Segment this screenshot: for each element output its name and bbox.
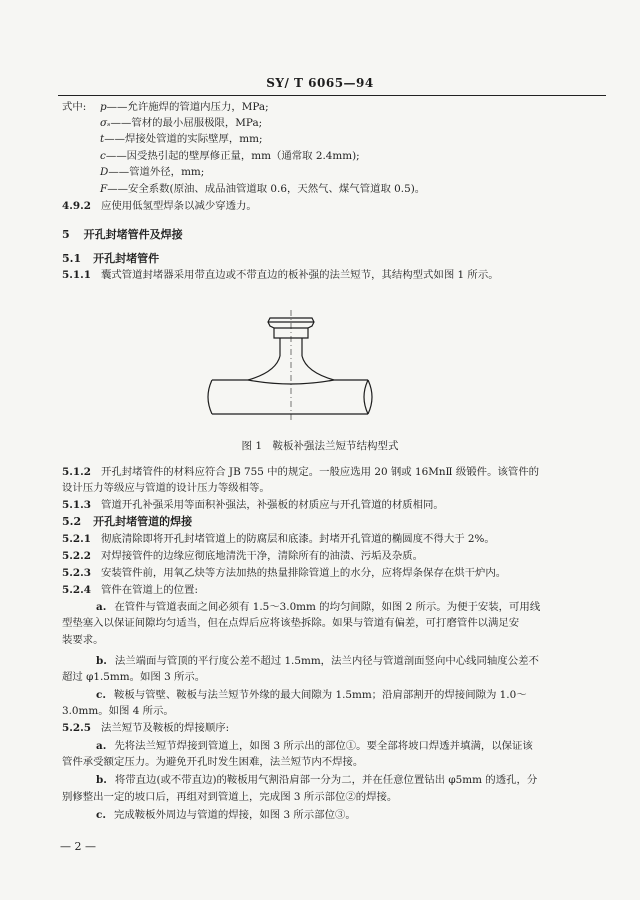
clause-5-2-5 (62, 721, 622, 735)
where-symbol: p (100, 101, 107, 113)
clause-text: 安装管件前，用氧乙炔等方法加热的热量排除管道上的水分，应将焊条保存在烘干炉内。 (100, 567, 507, 579)
clause-5-1-2-line-1 (62, 465, 622, 479)
pipe-end-left (208, 380, 212, 414)
where-desc: ——焊接处管道的实际壁厚，mm; (104, 133, 263, 145)
clause-5-2-4-b-line-2: 超过 φ1.5mm。如图 3 所示。 (62, 671, 206, 683)
where-desc: ——因受热引起的壁厚修正量，mm（通常取 2.4mm); (105, 150, 360, 162)
clause-5-2-4-a-line-1 (62, 600, 622, 614)
page-header: SY/ T 6065—94 (266, 76, 374, 90)
item-text: 在管件与管道表面之间必须有 1.5～3.0mm 的均匀间隙，如图 2 所示。为便于安装，可用线 (114, 601, 541, 613)
clause-number: 4.9.2 (62, 200, 91, 212)
clause-number: 5.2.3 (62, 567, 91, 579)
figure-1-caption: 图 1 鞍板补强法兰短节结构型式 (241, 440, 399, 452)
figure-1-flange-drawing (196, 306, 386, 426)
where-symbol: t (100, 133, 105, 145)
where-symbol: F (100, 183, 108, 195)
clause-number: 5.2.1 (62, 533, 91, 545)
where-desc: ——管材的最小屈服极限，MPa; (110, 117, 263, 129)
section-5-2-heading (62, 515, 622, 529)
where-line-t (100, 132, 640, 146)
saddle-right (302, 356, 334, 380)
clause-5-2-5-b-line-2: 别修整出一定的坡口后，再组对到管道上，完成图 3 所示部位②的焊接。 (62, 791, 398, 803)
item-text: 将带直边(或不带直边)的鞍板用气割沿肩部一分为二，并在任意位置钻出 φ5mm 的透孔，分 (114, 774, 538, 786)
where-line-D (100, 165, 640, 179)
section-5-1-heading (62, 252, 622, 266)
section-title: 开孔封堵管道的焊接 (93, 515, 193, 528)
clause-number: 5.1.3 (62, 499, 91, 511)
clause-5-2-4-a-line-3: 装要求。 (62, 634, 104, 646)
clause-5-2-1 (62, 532, 622, 546)
item-marker: b. (96, 655, 107, 667)
clause-text: 彻底清除即将开孔封堵管道上的防腐层和底漆。封堵开孔管道的椭圆度不得大于 2%。 (100, 533, 495, 545)
item-text: 鞍板与管壁、鞍板与法兰短节外缘的最大间隙为 1.5mm；沿肩部割开的焊接间隙为 1.0～ (113, 689, 527, 701)
clause-5-2-5-a-line-1 (62, 739, 622, 753)
clause-5-1-2-line-2: 设计压力等级应与管道的设计压力等级相等。 (62, 482, 270, 494)
clause-4-9-2 (62, 199, 622, 213)
clause-5-2-5-a-line-2: 管件承受额定压力。为避免开孔时发生困难，法兰短节内不焊接。 (62, 756, 364, 768)
clause-text: 管件在管道上的位置: (100, 584, 198, 596)
where-line-F (100, 182, 640, 196)
clause-number: 5.2.2 (62, 550, 91, 562)
clause-5-2-4-b-line-1 (62, 654, 622, 668)
clause-number: 5.2.5 (62, 722, 91, 734)
clause-5-2-4-a-line-2: 型垫塞入以保证间隙均匀适当，但在点焊后应将该垫拆除。如果与管道有偏差，可打磨管件以满足安 (62, 617, 520, 629)
pipe-end-right (368, 380, 372, 414)
clause-number: 5.1.1 (62, 269, 91, 281)
clause-number: 5.1.2 (62, 466, 91, 478)
item-marker: c. (96, 689, 106, 701)
clause-5-2-5-b-line-1 (62, 773, 622, 787)
clause-5-2-3 (62, 566, 622, 580)
section-number: 5.2 (62, 515, 82, 528)
clause-5-1-1 (62, 268, 622, 282)
clause-text: 囊式管道封堵器采用带直边或不带直边的板补强的法兰短节，其结构型式如图 1 所示。 (100, 269, 499, 281)
where-line-p (62, 100, 622, 114)
section-number: 5.1 (62, 252, 82, 265)
where-symbol: σₛ (100, 117, 111, 129)
item-text: 完成鞍板外周边与管道的焊接，如图 3 所示部位③。 (113, 809, 356, 821)
clause-5-2-4-c-line-2: 3.0mm。如图 4 所示。 (62, 705, 174, 717)
item-marker: c. (96, 809, 106, 821)
where-desc: ——允许施焊的管道内压力，MPa; (106, 101, 269, 113)
header-rule (58, 95, 606, 96)
clause-5-2-4 (62, 583, 622, 597)
clause-text: 对焊接管件的边缘应彻底地清洗干净，清除所有的油渍、污垢及杂质。 (100, 550, 424, 562)
where-sym-wrap (100, 100, 269, 114)
clause-5-2-5-c (62, 808, 622, 822)
where-line-sigma (100, 116, 640, 130)
where-lead: 式中: (62, 101, 87, 113)
page-number: — 2 — (60, 840, 96, 853)
where-line-c (100, 149, 640, 163)
pipe-end-right-inner (364, 380, 368, 414)
saddle-left (248, 356, 280, 380)
section-title: 开孔封堵管件及焊接 (83, 228, 183, 241)
where-desc: ——安全系数(原油、成品油管道取 0.6，天然气、煤气管道取 0.5)。 (107, 183, 426, 195)
item-marker: a. (96, 601, 107, 613)
where-symbol: D (100, 166, 109, 178)
clause-text: 管道开孔补强采用等面积补强法，补强板的材质应与开孔管道的材质相同。 (100, 499, 444, 511)
clause-text: 法兰短节及鞍板的焊接顺序: (100, 722, 230, 734)
section-5-heading (62, 228, 622, 242)
clause-number: 5.2.4 (62, 584, 91, 596)
clause-5-2-2 (62, 549, 622, 563)
item-text: 先将法兰短节焊接到管道上，如图 3 所示出的部位①。要全部将坡口焊透并填满，以保证该 (114, 740, 533, 752)
clause-text: 开孔封堵管件的材料应符合 JB 755 中的规定。一般应选用 20 钢或 16MnⅡ 级锻件。该管件的 (100, 466, 540, 478)
clause-text: 应使用低氢型焊条以减少穿透力。 (100, 200, 257, 212)
clause-5-1-3 (62, 498, 622, 512)
item-marker: b. (96, 774, 107, 786)
section-number: 5 (62, 228, 70, 241)
section-title: 开孔封堵管件 (93, 252, 160, 265)
item-marker: a. (96, 740, 107, 752)
item-text: 法兰端面与管顶的平行度公差不超过 1.5mm，法兰内径与管道剖面竖向中心线同轴度公差不 (114, 655, 539, 667)
where-desc: ——管道外径，mm; (108, 166, 205, 178)
clause-5-2-4-c-line-1 (62, 688, 622, 702)
where-symbol: c (100, 150, 106, 162)
